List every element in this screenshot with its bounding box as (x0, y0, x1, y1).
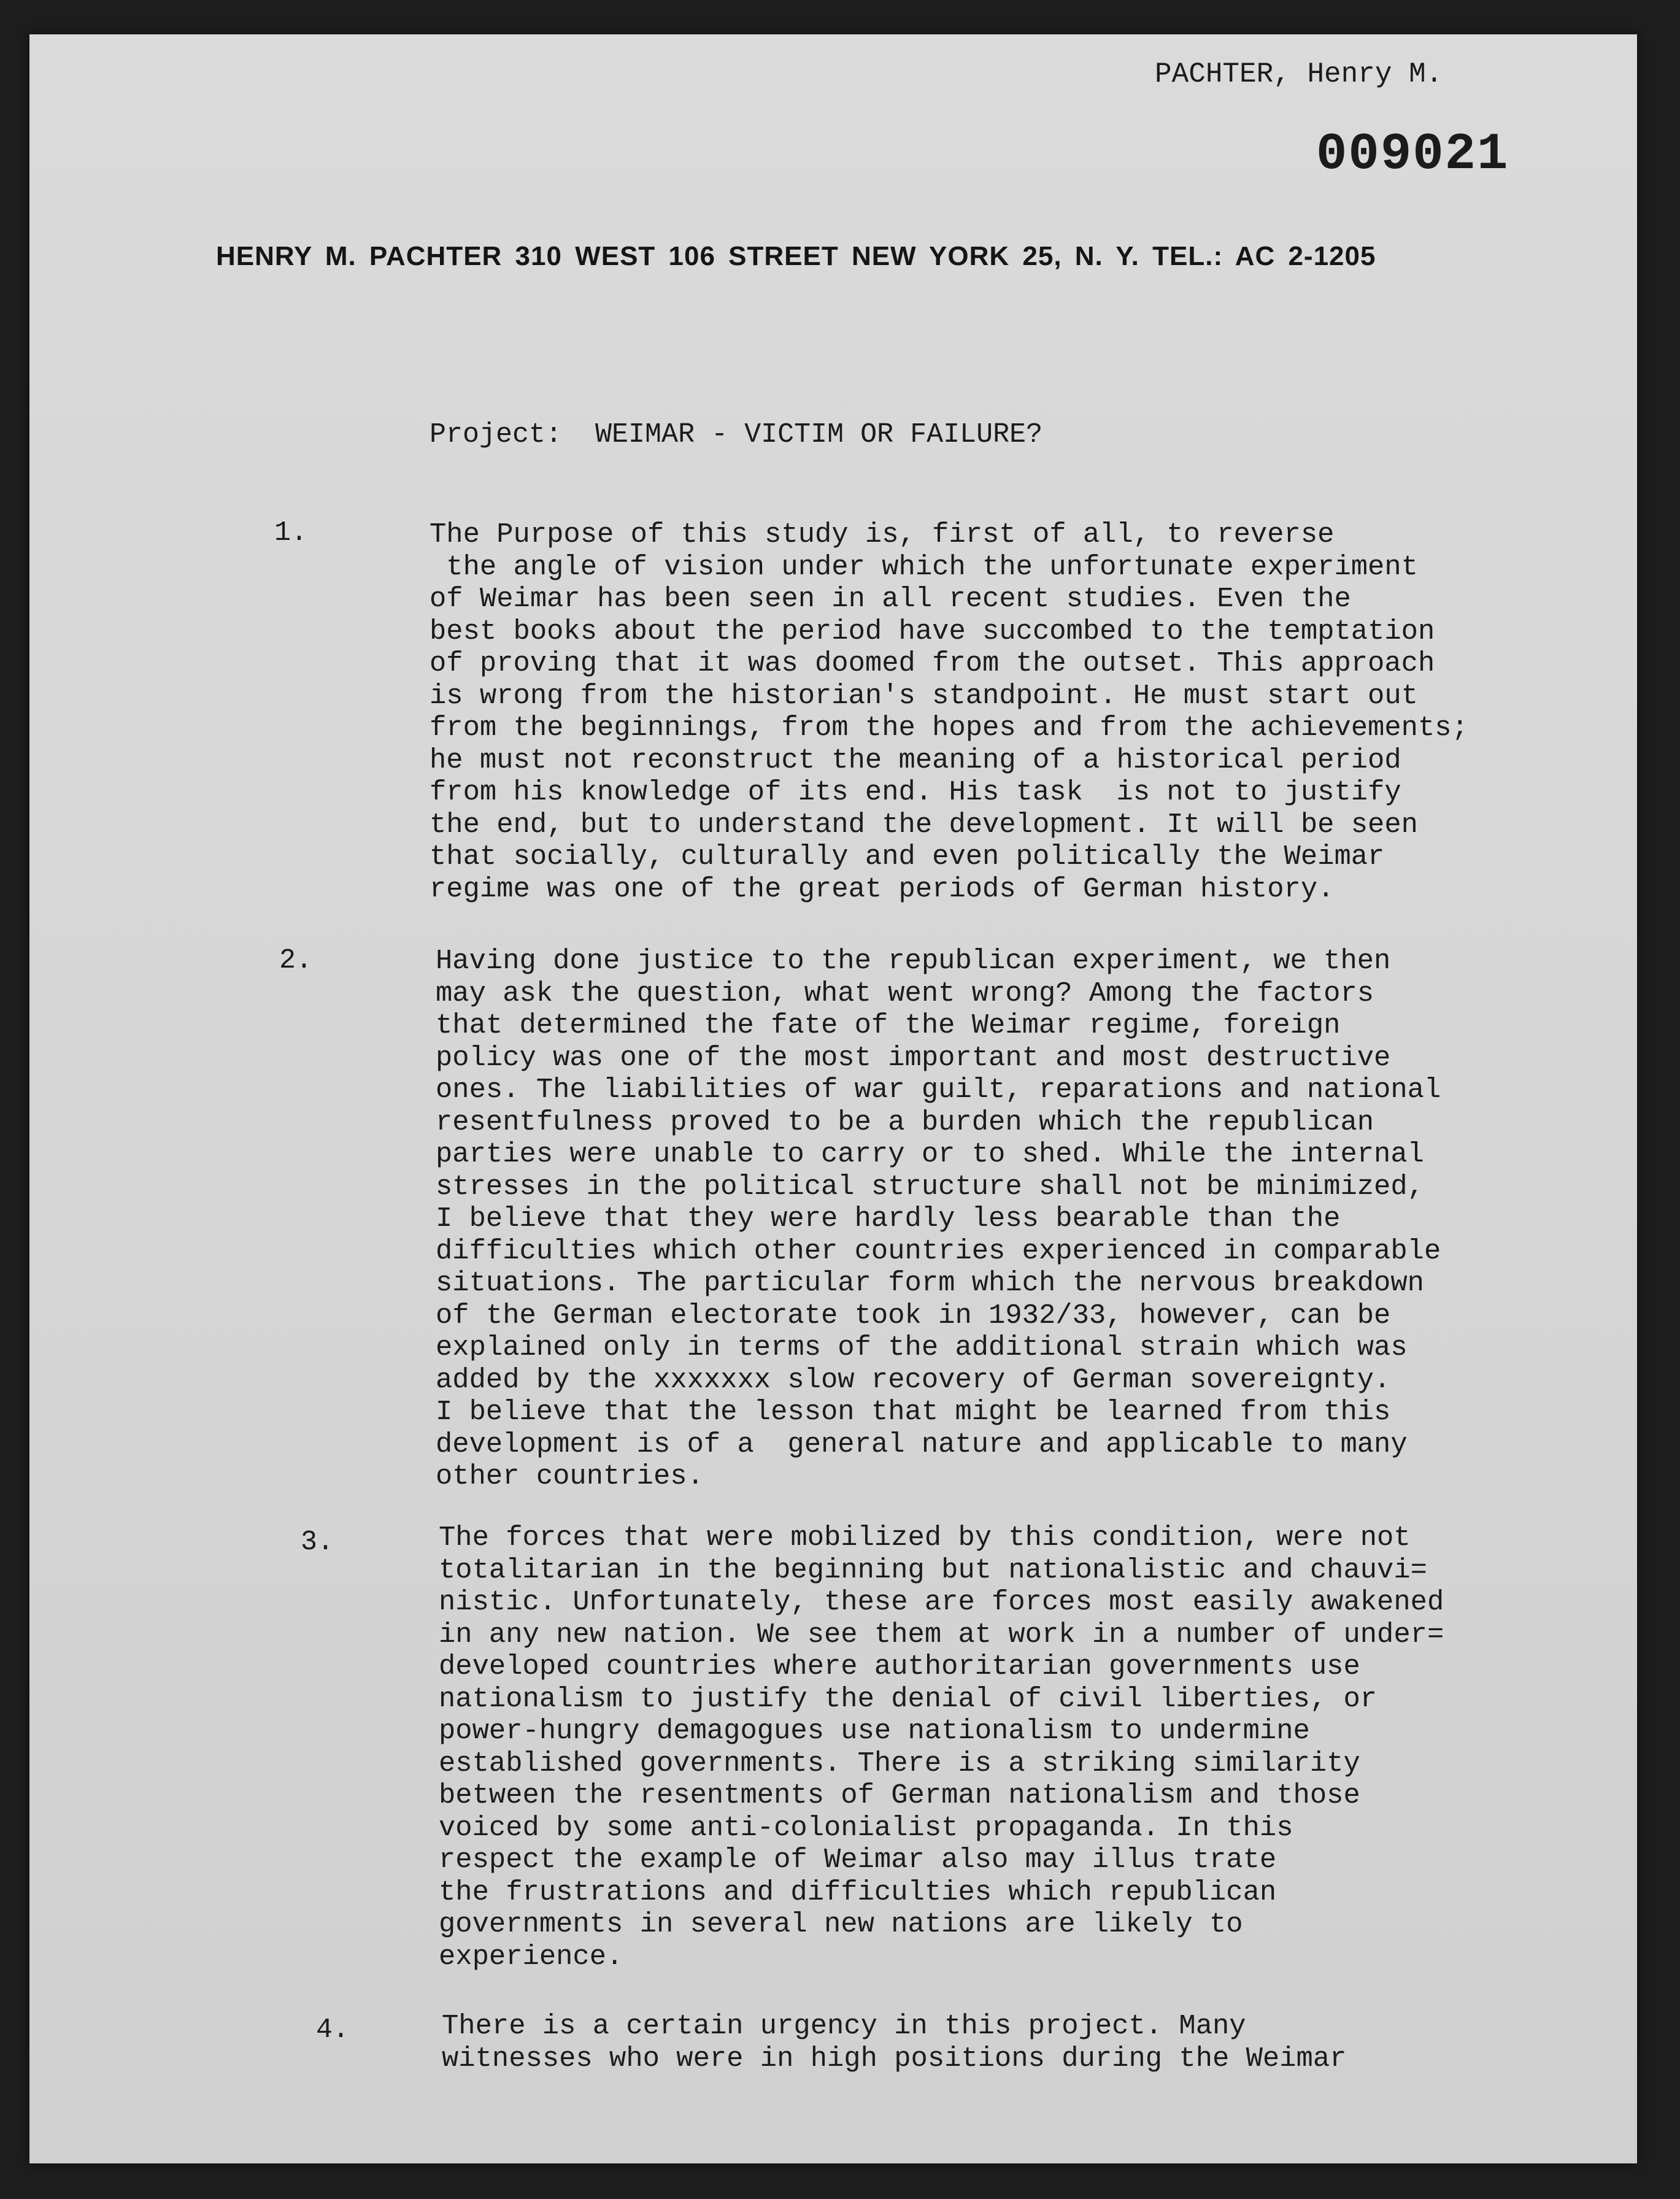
text-line: he must not reconstruct the meaning of a historical period (430, 744, 1401, 776)
text-line: the frustrations and difficulties which republican (439, 1876, 1277, 1908)
section-number: 4. (316, 2014, 350, 2046)
text-line: from the beginnings, from the hopes and from the achievements; (430, 712, 1468, 744)
text-line: situations. The particular form which the nervous breakdown (436, 1267, 1424, 1299)
text-line: There is a certain urgency in this project. Many (442, 2010, 1246, 2042)
text-line: of proving that it was doomed from the outset. This approach (430, 647, 1435, 679)
text-line: established governments. There is a striking similarity (439, 1747, 1360, 1779)
text-line: developed countries where authoritarian governments use (439, 1650, 1360, 1682)
text-line: development is of a general nature and applicable to many (436, 1428, 1408, 1460)
text-line: resentfulness proved to be a burden which the republican (436, 1106, 1374, 1138)
text-line: regime was one of the great periods of German history. (430, 872, 1335, 905)
text-line: that socially, culturally and even politically the Weimar (430, 841, 1385, 872)
text-line: nationalism to justify the denial of civil liberties, or (439, 1682, 1378, 1715)
section-number: 2. (279, 945, 313, 976)
text-line: that determined the fate of the Weimar regime, foreign (436, 1009, 1341, 1041)
text-line: difficulties which other countries experienced in comparable (436, 1234, 1441, 1267)
text-line: I believe that the lesson that might be learned from this (436, 1396, 1391, 1428)
text-line: of Weimar has been seen in all recent studies. Even the (430, 583, 1351, 615)
text-line: ones. The liabilities of war guilt, reparations and national (436, 1074, 1441, 1106)
text-line: The forces that were mobilized by this condition, were not (439, 1522, 1411, 1554)
text-line: witnesses who were in high positions during the Weimar (442, 2042, 1347, 2074)
text-line: experience. (439, 1940, 623, 1973)
text-line: governments in several new nations are likely to (439, 1908, 1243, 1940)
text-line: of the German electorate took in 1932/33, however, can be (436, 1299, 1391, 1331)
text-line: policy was one of the most important and most destructive (436, 1041, 1391, 1074)
text-line: parties were unable to carry or to shed. While the internal (436, 1138, 1424, 1170)
section-paragraph (430, 518, 1468, 905)
section-paragraph (442, 2010, 1346, 2074)
text-line: the angle of vision under which the unfortunate experiment (430, 550, 1418, 583)
text-line: I believe that they were hardly less bearable than the (436, 1203, 1341, 1234)
text-line: in any new nation. We see them at work in a number of under= (439, 1618, 1444, 1650)
letterhead: HENRY M. PACHTER 310 WEST 106 STREET NEW YORK 25, N. Y. TEL.: AC 2-1205 (216, 241, 1376, 271)
text-line: voiced by some anti-colonialist propaganda. In this (439, 1811, 1293, 1844)
text-line: nistic. Unfortunately, these are forces most easily awakened (439, 1586, 1444, 1618)
text-line: may ask the question, what went wrong? Among the factors (436, 977, 1374, 1009)
text-line: best books about the period have succombed to the temptation (430, 615, 1435, 647)
text-line: respect the example of Weimar also may illus trate (439, 1844, 1277, 1876)
text-line: The Purpose of this study is, first of all, to reverse (430, 518, 1335, 550)
text-line: added by the xxxxxxx slow recovery of German sovereignty. (436, 1363, 1391, 1396)
file-number: 009021 (1316, 126, 1509, 184)
text-line: the end, but to understand the development. It will be seen (430, 808, 1418, 841)
text-line: Having done justice to the republican experiment, we then (436, 945, 1391, 977)
text-line: stresses in the political structure shall not be minimized, (436, 1170, 1424, 1203)
text-line: between the resentments of German nationalism and those (439, 1779, 1360, 1811)
text-line: totalitarian in the beginning but nationalistic and chauvi= (439, 1554, 1427, 1586)
section-number: 3. (301, 1527, 334, 1558)
project-title: Project: WEIMAR - VICTIM OR FAILURE? (430, 419, 1043, 450)
section-number: 1. (274, 517, 308, 549)
text-line: power-hungry demagogues use nationalism to undermine (439, 1715, 1310, 1747)
text-line: explained only in terms of the additional strain which was (436, 1331, 1408, 1363)
section-paragraph (439, 1522, 1444, 1973)
text-line: other countries. (436, 1460, 704, 1492)
section-paragraph (436, 945, 1441, 1493)
text-line: from his knowledge of its end. His task is not to justify (430, 776, 1401, 808)
text-line: is wrong from the historian's standpoint. He must start out (430, 679, 1418, 712)
file-name-label: PACHTER, Henry M. (1155, 58, 1443, 90)
